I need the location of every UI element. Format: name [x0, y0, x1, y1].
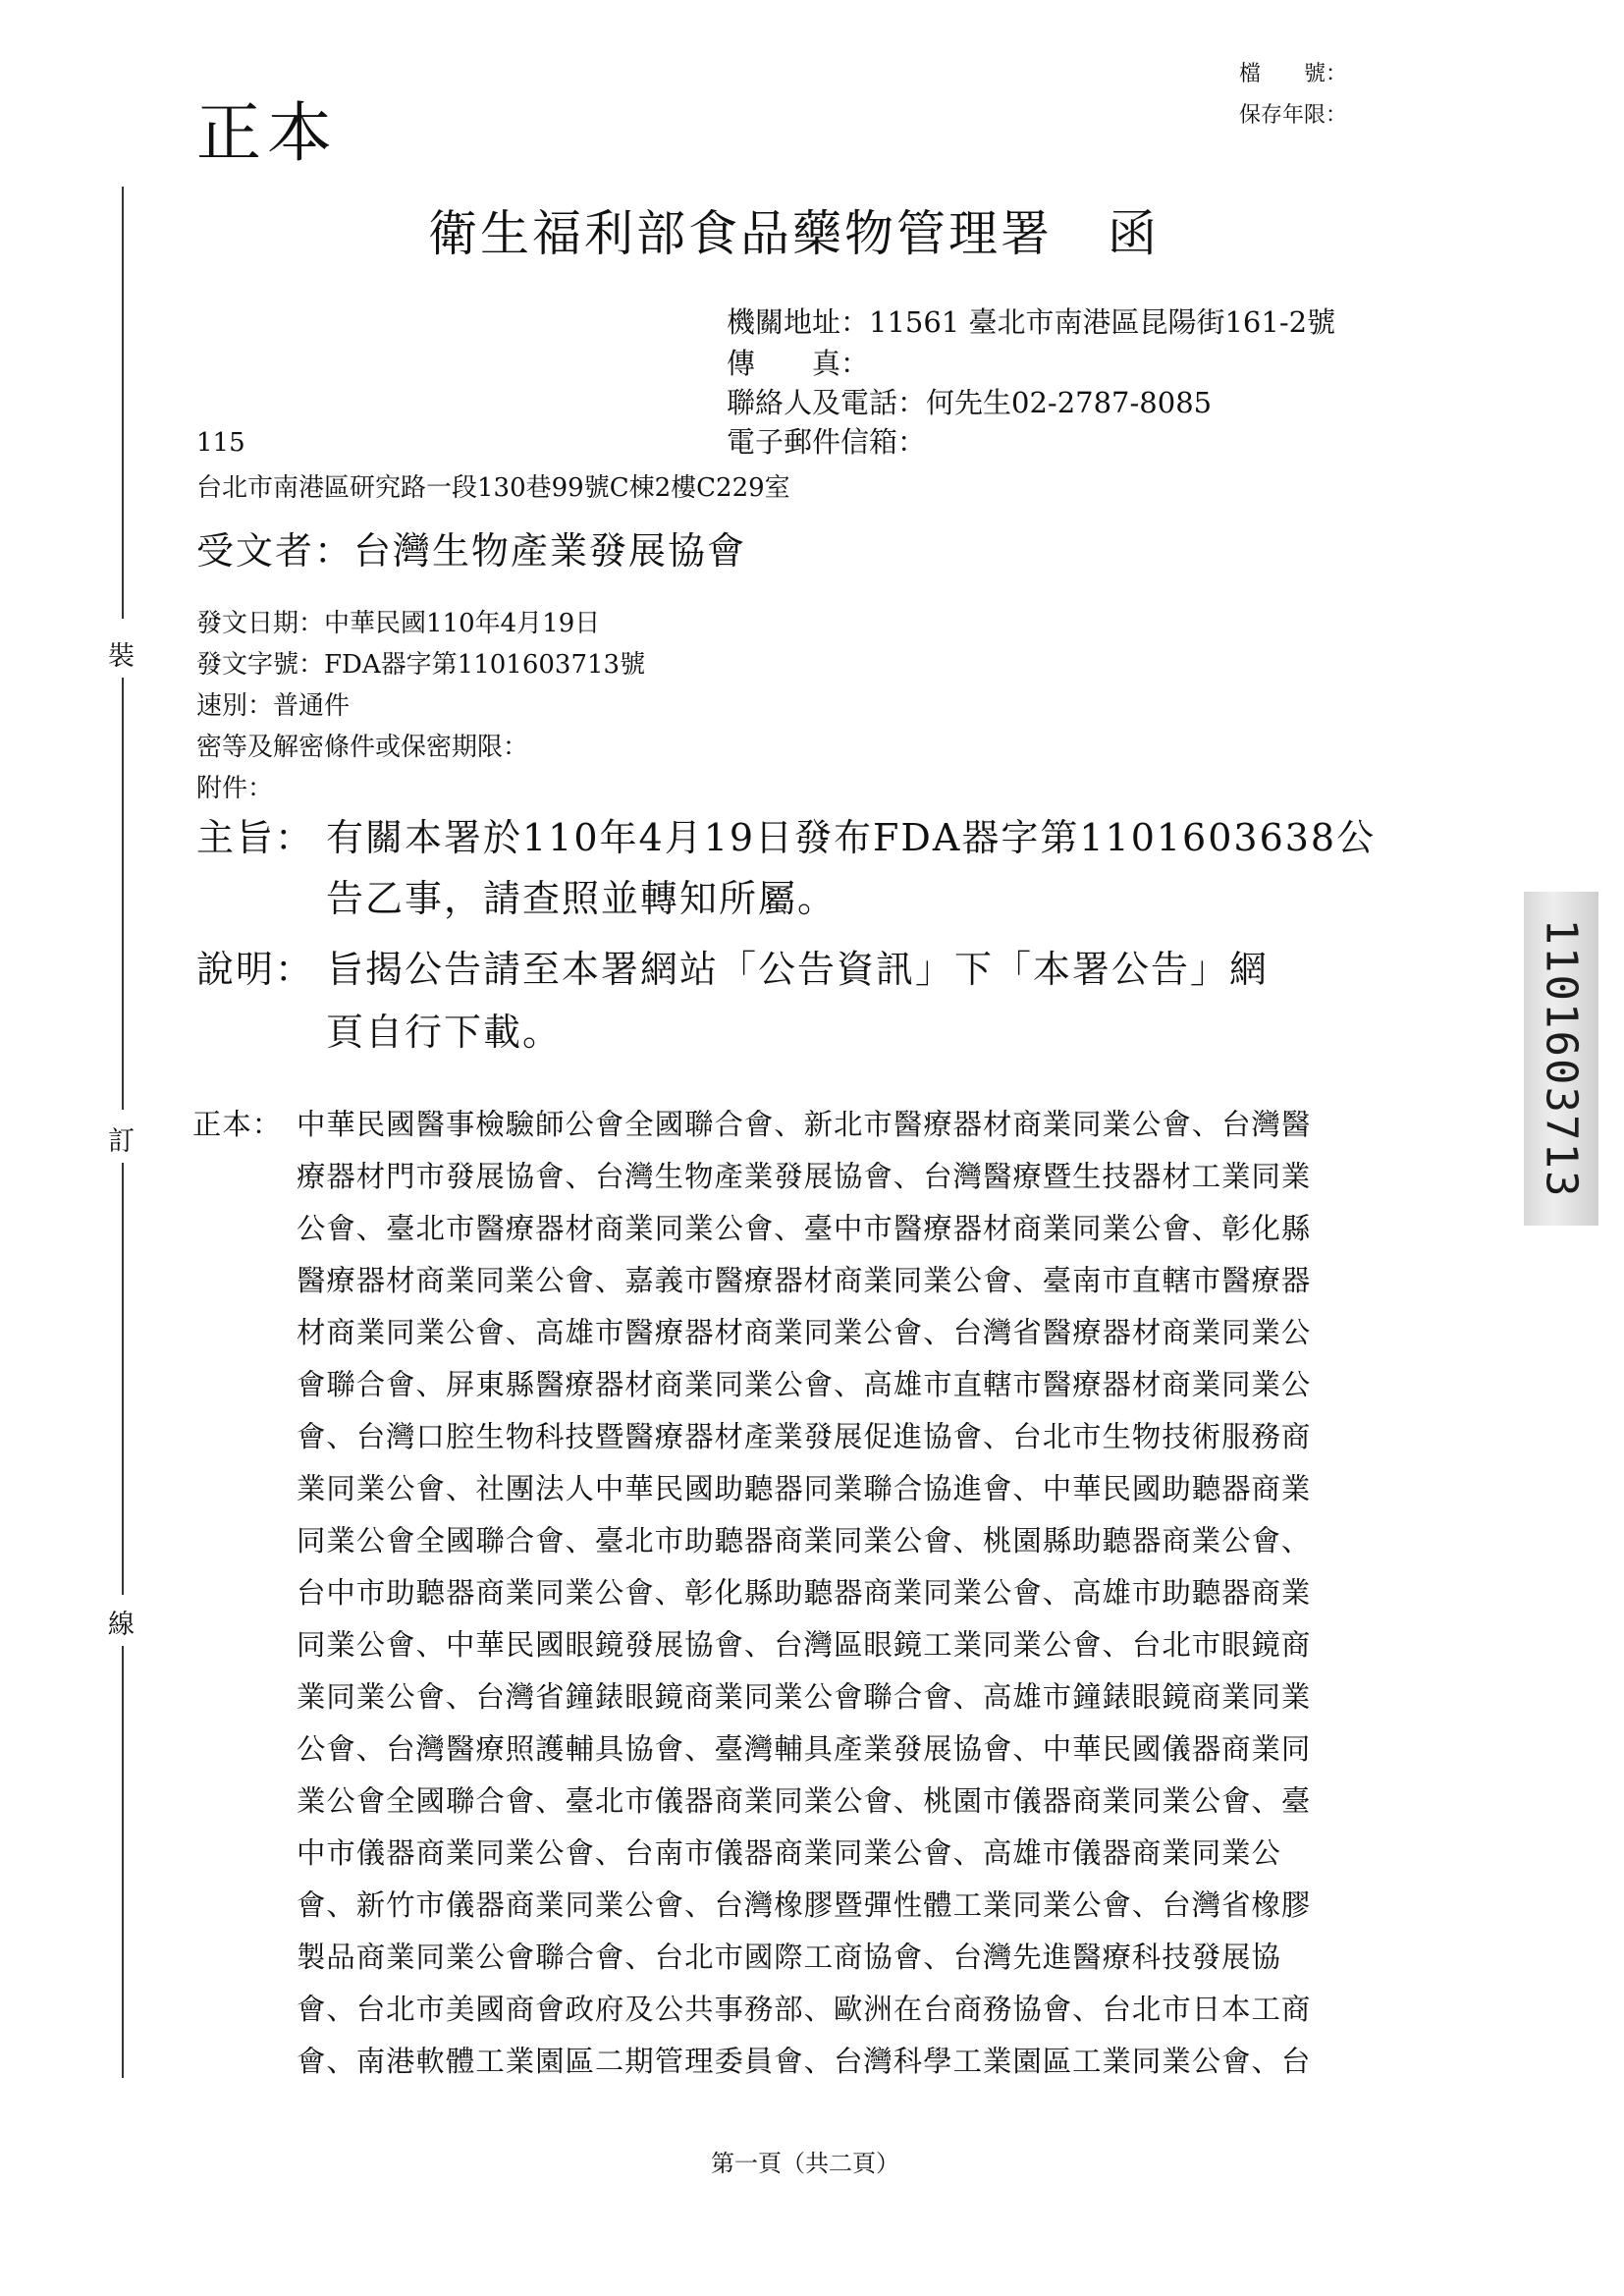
retention-period-label: 保存年限： [1239, 103, 1348, 128]
distribution-line: 會、新竹市儀器商業同業公會、台灣橡膠暨彈性體工業同業公會、台灣省橡膠 [297, 1888, 1312, 1922]
distribution-line: 同業公會、中華民國眼鏡發展協會、台灣區眼鏡工業同業公會、台北市眼鏡商 [297, 1628, 1312, 1662]
binding-line [122, 678, 124, 1110]
document-type: 函 [1108, 205, 1160, 262]
agency-address: 機關地址：11561 臺北市南港區昆陽街161-2號 [727, 305, 1336, 339]
receipt-stamp [1524, 892, 1598, 1226]
distribution-line: 會、台灣口腔生物科技暨醫療器材產業發展促進協會、台北市生物技術服務商 [297, 1420, 1312, 1453]
agency-email: 電子郵件信箱： [727, 425, 927, 459]
distribution-line: 中市儀器商業同業公會、台南市儀器商業同業公會、高雄市儀器商業同業公 [297, 1836, 1281, 1870]
binding-char-zhuang: 裝 [108, 641, 135, 672]
explanation-line: 頁自行下載。 [326, 1011, 563, 1054]
subject-line: 有關本署於110年4月19日發布FDA器字第1101603638公 [326, 816, 1377, 859]
binding-line [122, 1646, 124, 2078]
subject-label: 主旨： [196, 816, 315, 859]
secrecy-level: 密等及解密條件或保密期限： [196, 733, 529, 762]
document-title [428, 194, 1160, 265]
page-number: 第一頁（共二頁） [711, 2150, 899, 2177]
file-number-label: 檔 號： [1239, 62, 1348, 86]
distribution-line: 製品商業同業公會聯合會、台北市國際工商協會、台灣先進醫療科技發展協 [297, 1941, 1281, 1974]
distribution-line: 公會、台灣醫療照護輔具協會、臺灣輔具產業發展協會、中華民國儀器商業同 [297, 1732, 1312, 1766]
distribution-line: 台中市助聽器商業同業公會、彰化縣助聽器商業同業公會、高雄市助聽器商業 [297, 1576, 1312, 1610]
original-copy-mark: 正本 [196, 95, 338, 171]
distribution-line: 醫療器材商業同業公會、嘉義市醫療器材商業同業公會、臺南市直轄市醫療器 [297, 1264, 1312, 1297]
distribution-line: 療器材門市發展協會、台灣生物產業發展協會、台灣醫療暨生技器材工業同業 [297, 1160, 1312, 1193]
binding-line [122, 187, 124, 619]
binding-char-ding: 訂 [108, 1126, 135, 1157]
recipient: 受文者：台灣生物產業發展協會 [196, 529, 747, 573]
distribution-line: 公會、臺北市醫療器材商業同業公會、臺中市醫療器材商業同業公會、彰化縣 [297, 1212, 1312, 1245]
agency-contact: 聯絡人及電話：何先生02-2787-8085 [727, 386, 1213, 419]
explanation-label: 說明： [196, 948, 315, 991]
attachment: 附件： [196, 774, 274, 803]
binding-char-xian: 線 [108, 1610, 135, 1640]
explanation-line: 旨揭公告請至本署網站「公告資訊」下「本署公告」網 [326, 948, 1270, 991]
subject-line: 告乙事，請查照並轉知所屬。 [326, 877, 838, 920]
receipt-stamp-number: 1101603713 [1536, 918, 1587, 1199]
distribution-line: 業同業公會、台灣省鐘錶眼鏡商業同業公會聯合會、高雄市鐘錶眼鏡商業同業 [297, 1680, 1312, 1714]
distribution-line: 會、台北市美國商會政府及公共事務部、歐洲在台商務協會、台北市日本工商 [297, 1993, 1312, 2026]
distribution-line: 材商業同業公會、高雄市醫療器材商業同業公會、台灣省醫療器材商業同業公 [297, 1316, 1312, 1349]
recipient-postal-code: 115 [196, 428, 245, 458]
distribution-line: 同業公會全國聯合會、臺北市助聽器商業同業公會、桃園縣助聽器商業公會、 [297, 1524, 1312, 1558]
agency-fax: 傳 真： [727, 347, 870, 380]
distribution-line: 會、南港軟體工業園區二期管理委員會、台灣科學工業園區工業同業公會、台 [297, 2045, 1312, 2078]
recipient-address: 台北市南港區研究路一段130巷99號C棟2樓C229室 [196, 473, 790, 503]
document-number: 發文字號：FDA器字第1101603713號 [196, 650, 646, 680]
distribution-line: 會聯合會、屏東縣醫療器材商業同業公會、高雄市直轄市醫療器材商業同業公 [297, 1368, 1312, 1401]
distribution-label: 正本： [192, 1108, 283, 1141]
binding-line [122, 1163, 124, 1595]
distribution-line: 業同業公會、社團法人中華民國助聽器同業聯合協進會、中華民國助聽器商業 [297, 1472, 1312, 1505]
distribution-line: 業公會全國聯合會、臺北市儀器商業同業公會、桃園市儀器商業同業公會、臺 [297, 1784, 1312, 1818]
agency-name: 衛生福利部食品藥物管理署 [428, 205, 1053, 262]
delivery-speed: 速別：普通件 [196, 691, 351, 721]
distribution-line: 中華民國醫事檢驗師公會全國聯合會、新北市醫療器材商業同業公會、台灣醫 [297, 1108, 1312, 1141]
issue-date: 發文日期：中華民國110年4月19日 [196, 609, 601, 638]
